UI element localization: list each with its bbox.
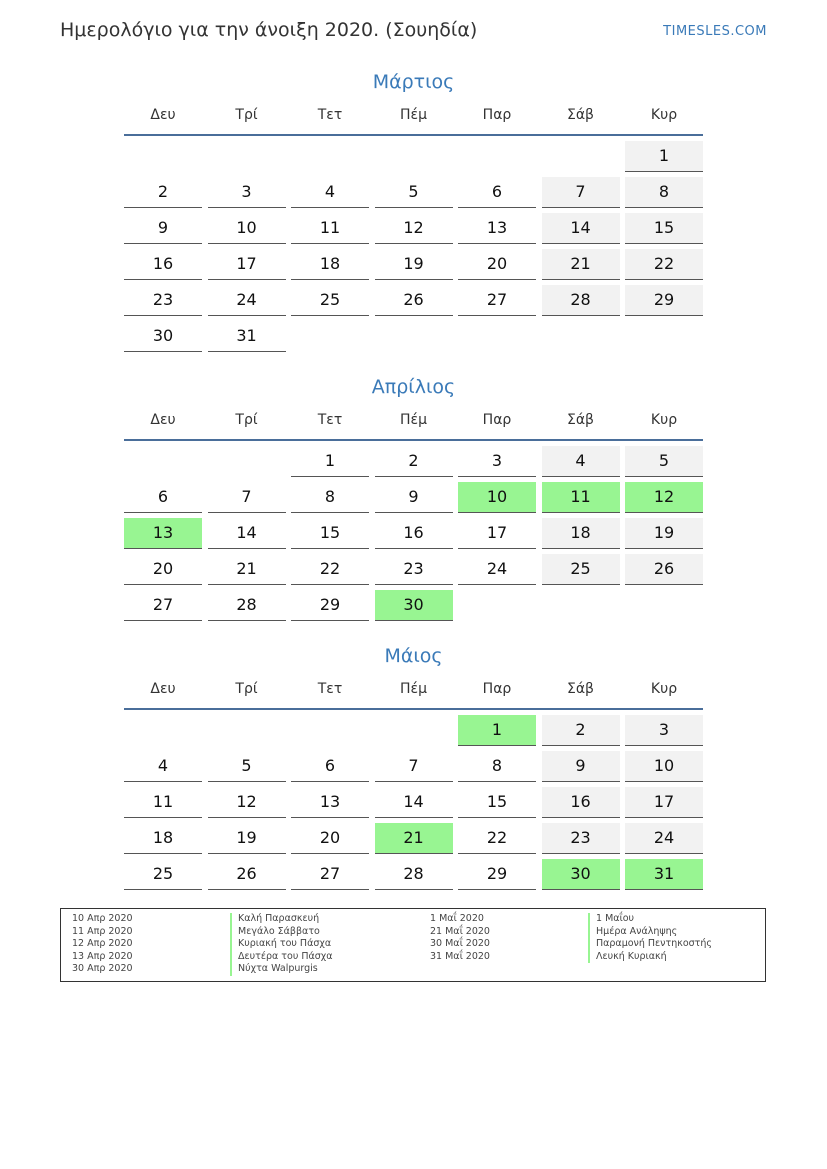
day-cell: 13 <box>291 787 369 818</box>
day-cell: 8 <box>458 751 536 782</box>
week-row <box>124 518 703 549</box>
holiday-legend <box>60 908 766 982</box>
weekday-label: Τρί <box>235 412 258 428</box>
day-cell: 6 <box>124 482 202 513</box>
week-row <box>124 715 703 746</box>
day-cell: 26 <box>208 859 286 890</box>
day-cell: 2 <box>542 715 620 746</box>
holiday-day-cell: 30 <box>542 859 620 890</box>
legend-row <box>72 963 333 976</box>
month-block <box>124 68 703 357</box>
day-cell: 3 <box>458 446 536 477</box>
legend-column-right <box>430 913 712 963</box>
day-cell: 18 <box>291 249 369 280</box>
day-cell: 10 <box>208 213 286 244</box>
month-name: Μάιος <box>384 645 443 667</box>
holiday-date: 30 Μαΐ 2020 <box>430 938 490 949</box>
day-cell: 3 <box>208 177 286 208</box>
day-cell: 12 <box>208 787 286 818</box>
day-cell: 24 <box>208 285 286 316</box>
weekday-label: Σάβ <box>566 681 594 697</box>
empty-day-cell <box>542 141 620 171</box>
holiday-date: 31 Μαΐ 2020 <box>430 950 490 962</box>
week-row <box>124 446 703 477</box>
day-cell: 4 <box>291 177 369 208</box>
day-cell: 22 <box>291 554 369 585</box>
day-cell: 17 <box>458 518 536 549</box>
day-cell: 14 <box>542 213 620 244</box>
holiday-name: 1 Μαΐου <box>588 913 634 926</box>
holiday-day-cell: 13 <box>124 518 202 549</box>
day-cell: 4 <box>542 446 620 477</box>
holiday-name: Λευκή Κυριακή <box>588 951 667 964</box>
empty-day-cell <box>375 715 453 745</box>
day-cell: 15 <box>458 787 536 818</box>
weekday-header <box>124 104 703 136</box>
day-cell: 22 <box>458 823 536 854</box>
week-row <box>124 285 703 316</box>
holiday-name: Παραμονή Πεντηκοστής <box>588 938 712 951</box>
day-cell: 9 <box>542 751 620 782</box>
day-cell: 31 <box>208 321 286 352</box>
weekday-label: Κυρ <box>650 681 678 697</box>
day-cell: 7 <box>208 482 286 513</box>
holiday-day-cell: 10 <box>458 482 536 513</box>
day-cell: 26 <box>375 285 453 316</box>
empty-day-cell <box>542 321 620 351</box>
weekday-label: Πέμ <box>399 107 427 123</box>
week-row <box>124 859 703 890</box>
day-cell: 7 <box>375 751 453 782</box>
week-row <box>124 177 703 208</box>
month-block <box>124 642 703 895</box>
day-cell: 25 <box>124 859 202 890</box>
holiday-name: Νύχτα Walpurgis <box>230 963 318 976</box>
day-cell: 22 <box>625 249 703 280</box>
day-cell: 16 <box>542 787 620 818</box>
holiday-day-cell: 12 <box>625 482 703 513</box>
legend-row <box>72 926 333 939</box>
day-cell: 29 <box>458 859 536 890</box>
empty-day-cell <box>124 715 202 745</box>
month-block <box>124 373 703 626</box>
weekday-label: Πέμ <box>399 412 427 428</box>
week-row <box>124 482 703 513</box>
day-cell: 17 <box>208 249 286 280</box>
day-cell: 10 <box>625 751 703 782</box>
week-list <box>124 446 703 621</box>
page-title: Ημερολόγιο για την άνοιξη 2020. (Σουηδία) <box>60 19 478 41</box>
day-cell: 23 <box>124 285 202 316</box>
empty-day-cell <box>458 141 536 171</box>
day-cell: 20 <box>458 249 536 280</box>
day-cell: 29 <box>625 285 703 316</box>
day-cell: 12 <box>375 213 453 244</box>
day-cell: 18 <box>542 518 620 549</box>
day-cell: 5 <box>208 751 286 782</box>
empty-day-cell <box>542 590 620 620</box>
day-cell: 28 <box>542 285 620 316</box>
holiday-day-cell: 30 <box>375 590 453 621</box>
day-cell: 16 <box>375 518 453 549</box>
day-cell: 20 <box>124 554 202 585</box>
legend-row <box>430 913 712 926</box>
day-cell: 14 <box>375 787 453 818</box>
holiday-date: 11 Απρ 2020 <box>72 925 133 937</box>
day-cell: 1 <box>291 446 369 477</box>
holiday-date: 10 Απρ 2020 <box>72 913 133 924</box>
legend-column-left <box>72 913 333 976</box>
day-cell: 9 <box>124 213 202 244</box>
day-cell: 2 <box>375 446 453 477</box>
day-cell: 28 <box>208 590 286 621</box>
empty-day-cell <box>291 141 369 171</box>
day-cell: 27 <box>291 859 369 890</box>
day-cell: 29 <box>291 590 369 621</box>
empty-day-cell <box>208 141 286 171</box>
day-cell: 16 <box>124 249 202 280</box>
holiday-name: Μεγάλο Σάββατο <box>230 926 320 939</box>
day-cell: 20 <box>291 823 369 854</box>
weekday-label: Σάβ <box>566 412 594 428</box>
week-row <box>124 249 703 280</box>
day-cell: 11 <box>124 787 202 818</box>
day-cell: 23 <box>375 554 453 585</box>
day-cell: 6 <box>291 751 369 782</box>
weekday-header <box>124 678 703 710</box>
day-cell: 23 <box>542 823 620 854</box>
empty-day-cell <box>291 321 369 351</box>
empty-day-cell <box>208 715 286 745</box>
weekday-label: Παρ <box>482 681 512 697</box>
day-cell: 13 <box>458 213 536 244</box>
holiday-date: 13 Απρ 2020 <box>72 950 133 962</box>
weekday-label: Τετ <box>317 107 343 123</box>
week-row <box>124 823 703 854</box>
empty-day-cell <box>375 141 453 171</box>
week-row <box>124 213 703 244</box>
weekday-label: Κυρ <box>650 107 678 123</box>
holiday-date: 30 Απρ 2020 <box>72 963 133 974</box>
day-cell: 21 <box>208 554 286 585</box>
weekday-label: Τετ <box>317 412 343 428</box>
weekday-label: Τρί <box>235 681 258 697</box>
holiday-date: 1 Μαΐ 2020 <box>430 913 484 924</box>
day-cell: 3 <box>625 715 703 746</box>
weekday-label: Δευ <box>150 681 176 697</box>
day-cell: 5 <box>375 177 453 208</box>
holiday-name: Δευτέρα του Πάσχα <box>230 951 333 964</box>
empty-day-cell <box>458 590 536 620</box>
day-cell: 27 <box>124 590 202 621</box>
weekday-label: Παρ <box>482 107 512 123</box>
holiday-name: Κυριακή του Πάσχα <box>230 938 331 951</box>
day-cell: 17 <box>625 787 703 818</box>
day-cell: 27 <box>458 285 536 316</box>
week-row <box>124 321 703 352</box>
empty-day-cell <box>124 141 202 171</box>
day-cell: 19 <box>625 518 703 549</box>
weekday-header <box>124 409 703 441</box>
day-cell: 8 <box>291 482 369 513</box>
day-cell: 28 <box>375 859 453 890</box>
site-link[interactable]: TIMESLES.COM <box>663 24 767 39</box>
empty-day-cell <box>625 590 703 620</box>
day-cell: 21 <box>542 249 620 280</box>
holiday-name: Καλή Παρασκευή <box>230 913 319 926</box>
day-cell: 11 <box>291 213 369 244</box>
holiday-date: 21 Μαΐ 2020 <box>430 925 490 937</box>
day-cell: 4 <box>124 751 202 782</box>
holiday-day-cell: 31 <box>625 859 703 890</box>
weekday-label: Παρ <box>482 412 512 428</box>
legend-row <box>430 938 712 951</box>
day-cell: 6 <box>458 177 536 208</box>
empty-day-cell <box>625 321 703 351</box>
legend-row <box>430 951 712 964</box>
legend-row <box>72 938 333 951</box>
empty-day-cell <box>375 321 453 351</box>
day-cell: 24 <box>458 554 536 585</box>
week-row <box>124 787 703 818</box>
day-cell: 18 <box>124 823 202 854</box>
week-list <box>124 141 703 352</box>
weekday-label: Τετ <box>317 681 343 697</box>
month-name: Μάρτιος <box>372 71 455 93</box>
holiday-day-cell: 21 <box>375 823 453 854</box>
day-cell: 25 <box>542 554 620 585</box>
day-cell: 2 <box>124 177 202 208</box>
empty-day-cell <box>124 446 202 476</box>
weekday-label: Τρί <box>235 107 258 123</box>
day-cell: 14 <box>208 518 286 549</box>
weekday-label: Δευ <box>150 412 176 428</box>
day-cell: 8 <box>625 177 703 208</box>
empty-day-cell <box>458 321 536 351</box>
legend-row <box>72 951 333 964</box>
day-cell: 15 <box>291 518 369 549</box>
week-list <box>124 715 703 890</box>
day-cell: 7 <box>542 177 620 208</box>
day-cell: 1 <box>625 141 703 172</box>
day-cell: 19 <box>375 249 453 280</box>
empty-day-cell <box>291 715 369 745</box>
weekday-label: Κυρ <box>650 412 678 428</box>
week-row <box>124 751 703 782</box>
day-cell: 26 <box>625 554 703 585</box>
day-cell: 25 <box>291 285 369 316</box>
week-row <box>124 141 703 172</box>
day-cell: 9 <box>375 482 453 513</box>
week-row <box>124 554 703 585</box>
week-row <box>124 590 703 621</box>
holiday-name: Ημέρα Ανάληψης <box>588 926 677 939</box>
day-cell: 24 <box>625 823 703 854</box>
holiday-day-cell: 11 <box>542 482 620 513</box>
holiday-day-cell: 1 <box>458 715 536 746</box>
holiday-date: 12 Απρ 2020 <box>72 938 133 949</box>
empty-day-cell <box>208 446 286 476</box>
weekday-label: Δευ <box>150 107 176 123</box>
legend-row <box>430 926 712 939</box>
day-cell: 30 <box>124 321 202 352</box>
day-cell: 19 <box>208 823 286 854</box>
day-cell: 15 <box>625 213 703 244</box>
day-cell: 5 <box>625 446 703 477</box>
legend-row <box>72 913 333 926</box>
month-name: Απρίλιος <box>371 376 456 398</box>
weekday-label: Σάβ <box>566 107 594 123</box>
weekday-label: Πέμ <box>399 681 427 697</box>
